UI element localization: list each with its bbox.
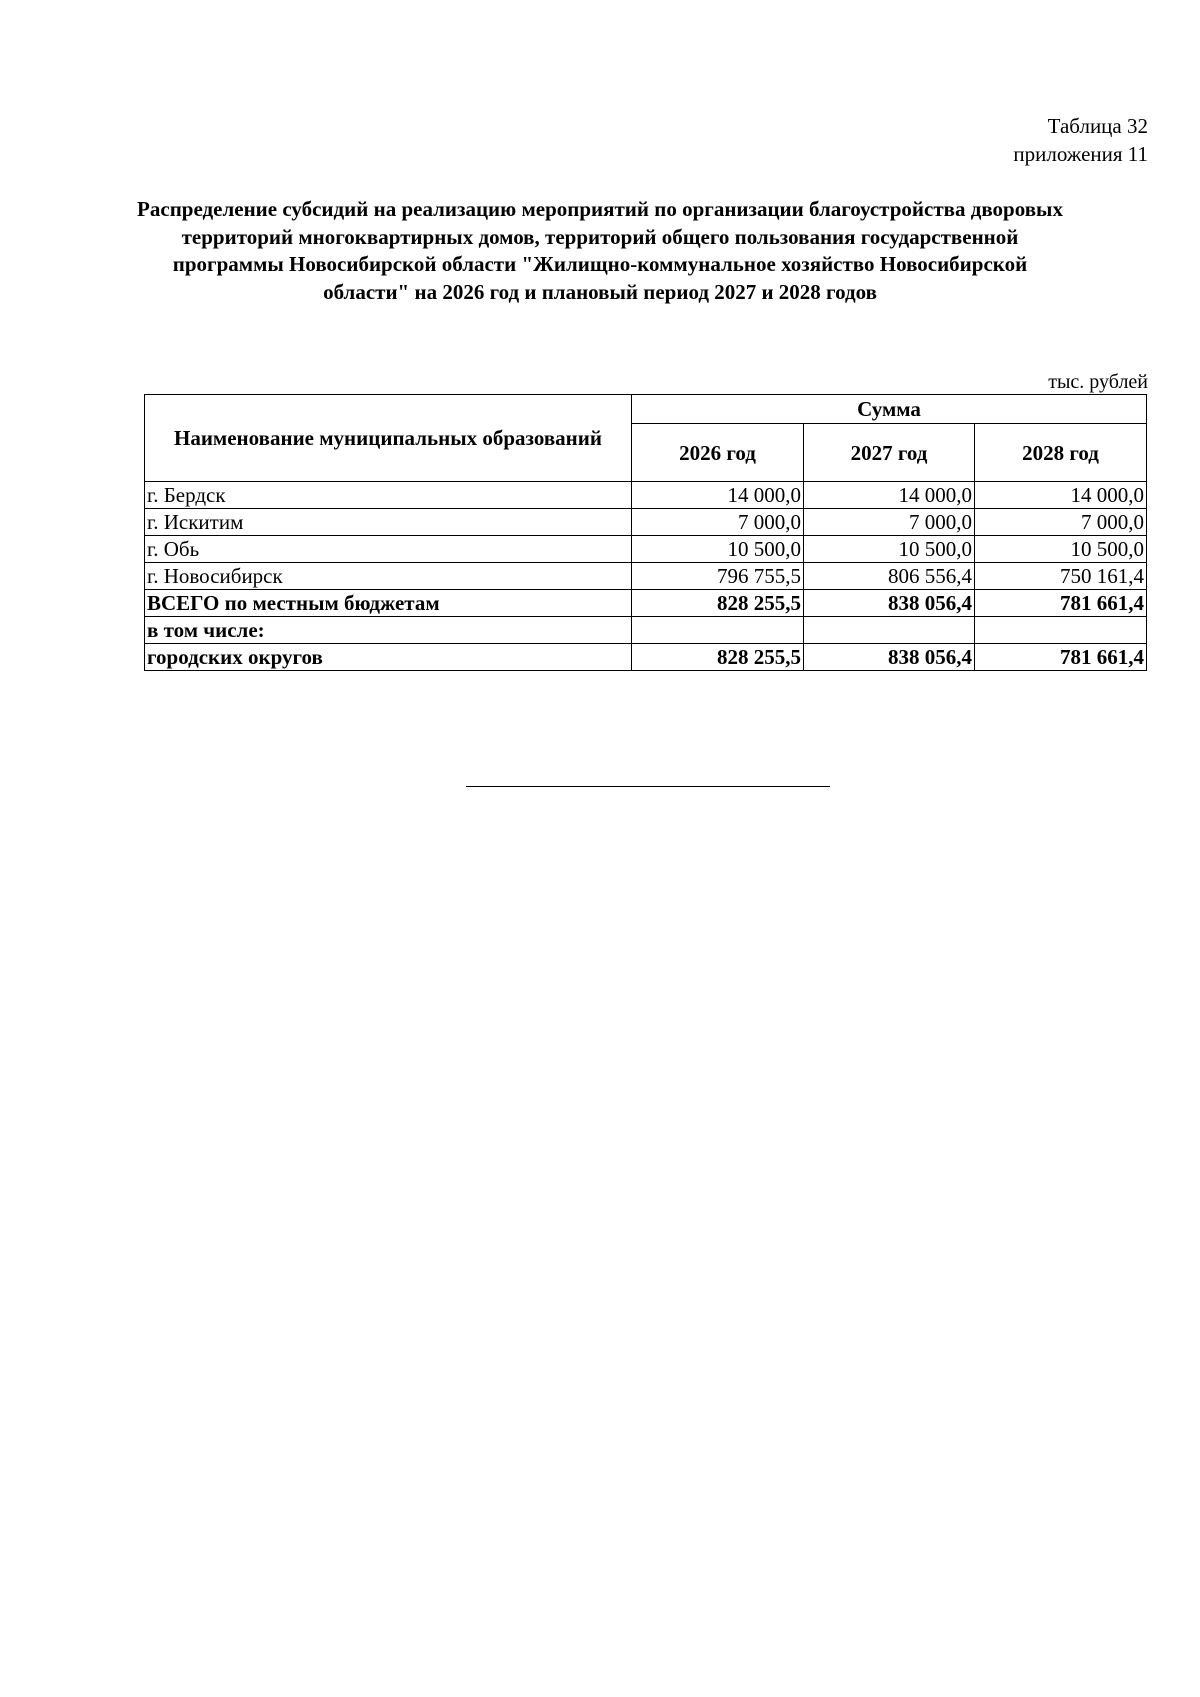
empty-cell	[975, 617, 1147, 644]
municipality-name: г. Искитим	[145, 509, 632, 536]
amount-2027: 806 556,4	[804, 563, 975, 590]
municipality-name: г. Обь	[145, 536, 632, 563]
urban-districts-row	[145, 644, 1147, 671]
amount-2026: 7 000,0	[632, 509, 804, 536]
including-row	[145, 617, 1147, 644]
table-number: Таблица 32	[1047, 114, 1148, 138]
municipality-name: г. Бердск	[145, 482, 632, 509]
total-label: ВСЕГО по местным бюджетам	[145, 590, 632, 617]
column-header-municipality: Наименование муниципальных образований	[145, 395, 632, 482]
subsidy-table	[144, 394, 1147, 671]
amount-2026: 10 500,0	[632, 536, 804, 563]
empty-cell	[804, 617, 975, 644]
amount-2028: 10 500,0	[975, 536, 1147, 563]
amount-2027: 10 500,0	[804, 536, 975, 563]
total-2027: 838 056,4	[804, 590, 975, 617]
appendix-reference: приложения 11	[1013, 142, 1148, 166]
closing-rule	[466, 786, 830, 787]
column-header-2027: 2027 год	[804, 424, 975, 482]
column-header-2028: 2028 год	[975, 424, 1147, 482]
urban-districts-2026: 828 255,5	[632, 644, 804, 671]
table-row	[145, 536, 1147, 563]
amount-2026: 796 755,5	[632, 563, 804, 590]
amount-2026: 14 000,0	[632, 482, 804, 509]
municipality-name: г. Новосибирск	[145, 563, 632, 590]
column-header-2026: 2026 год	[632, 424, 804, 482]
urban-districts-2027: 838 056,4	[804, 644, 975, 671]
units-label: тыс. рублей	[1048, 371, 1148, 393]
total-2026: 828 255,5	[632, 590, 804, 617]
total-2028: 781 661,4	[975, 590, 1147, 617]
empty-cell	[632, 617, 804, 644]
amount-2027: 14 000,0	[804, 482, 975, 509]
table-row	[145, 509, 1147, 536]
amount-2028: 750 161,4	[975, 563, 1147, 590]
amount-2028: 7 000,0	[975, 509, 1147, 536]
total-row	[145, 590, 1147, 617]
urban-districts-2028: 781 661,4	[975, 644, 1147, 671]
table-header-row	[145, 395, 1147, 424]
column-header-sum: Сумма	[632, 395, 1147, 424]
amount-2028: 14 000,0	[975, 482, 1147, 509]
table-row	[145, 563, 1147, 590]
amount-2027: 7 000,0	[804, 509, 975, 536]
including-label: в том числе:	[145, 617, 632, 644]
urban-districts-label: городских округов	[145, 644, 632, 671]
document-title: Распределение субсидий на реализацию мероприятий по организации благоустройства дворовых территорий многоквартирных домов, территорий общего пользования государственной программы Новосибирской области "Жилищно-коммунальное хозяйство Новосибирской области" на 2026 год и плановый период 2027 и 2028 годов	[137, 197, 1063, 304]
table-row	[145, 482, 1147, 509]
